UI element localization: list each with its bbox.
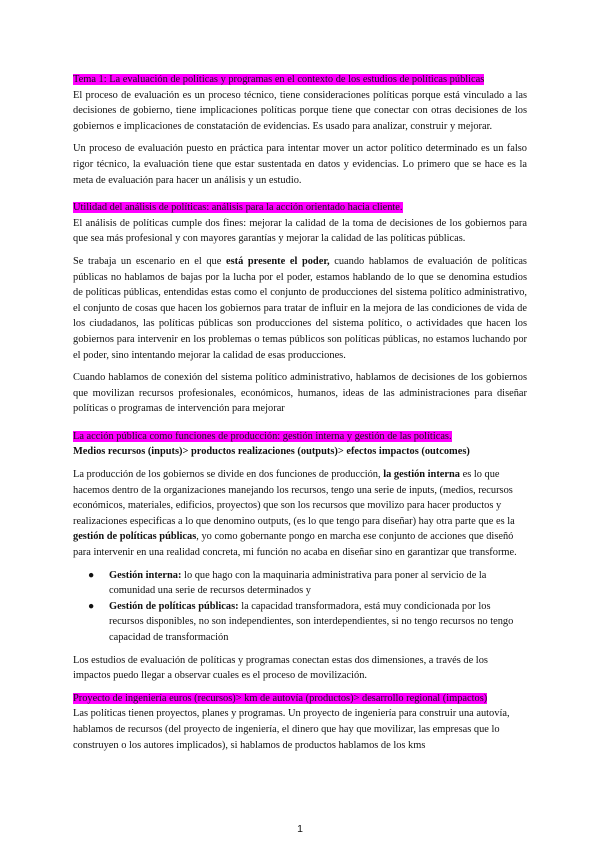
section-1-paragraph-1: El proceso de evaluación es un proceso técnico, tiene consideraciones políticas porque está vinculado a las decisiones de gobierno, tiene implicaciones políticas porque tiene que conectar con otras decisiones de los gobiernos e implicaciones de constatación de evidencias. Es usado para analizar, construir y mejorar. [73,89,527,132]
list-item: ● Gestión interna: lo que hago con la maquinaria administrativa para poner al servicio de la comunidad una serie de recursos determinados y [88,569,487,597]
section-3-heading: La acción pública como funciones de producción: gestión interna y gestión de las políticas. [73,430,452,442]
bullet-icon: ● [88,600,95,612]
page-number: 1 [297,823,303,835]
section-1-heading: Tema 1: La evaluación de políticas y programas en el contexto de los estudios de políticas públicas [73,74,485,85]
document-page [73,72,527,753]
section-4-paragraph-1: Las políticas tienen proyectos, planes y programas. Un proyecto de ingeniería para construir una autovía, hablamos de recursos (del proyecto de ingeniería, el dinero que hay que movilizar, las empresas que lo construyen o los autores implicados), si hablamos de productos hablamos de los kms [73,708,510,751]
list-item: ● Gestión de políticas públicas: la capacidad transformadora, está muy condicionada por los recursos disponibles, no son independientes, son interdependientes, si no tengo recursos no tengo capacidad de transformación [88,600,514,643]
section-4-heading: Proyecto de ingeniería euros (recursos)> km de autovía (productos)> desarrollo regional (impactos) [73,692,488,704]
section-3-subheading: Medios recursos (inputs)> productos realizaciones (outputs)> efectos impactos (outcomes) [73,446,470,458]
section-2-paragraph-1: El análisis de políticas cumple dos fines: mejorar la calidad de la toma de decisiones de los gobiernos para que sea más profesional y con mayores garantías y mejorar la calidad de las políticas públicas. [73,217,527,245]
section-2-paragraph-2: Se trabaja un escenario en el que está presente el poder, cuando hablamos de evaluación de políticas públicas no hablamos de bajas por la lucha por el poder, estamos hablando de lo que se denomina estudios de políticas públicas, entendidas estas como el conjunto de producciones del sistema político administrativo, el conjunto de cosas que hacen los gobiernos para tratar de influir en la mejora de las condiciones de vida de los ciudadanos, las políticas públicas son producciones del sistema político, o actividades que hacen los gobiernos para intervenir en los problemas o temas públicos son políticas públicas, no estamos luchando por el poder, sino intentando mejorar la calidad de esas producciones. [73,255,527,361]
section-3-paragraph-2: Los estudios de evaluación de políticas y programas conectan estas dos dimensiones, a través de los impactos puedo llegar a observar cuales es el proceso de movilización. [73,654,488,682]
section-2-paragraph-3: Cuando hablamos de conexión del sistema político administrativo, hablamos de decisiones de los gobiernos que movilizan recursos profesionales, económicos, humanos, ideas de las administraciones para diseñar políticas o programas de intervención para mejorar [73,372,527,415]
section-3-bullet-list [73,568,527,646]
bullet-icon: ● [88,569,95,581]
section-3-paragraph-1: La producción de los gobiernos se divide en dos funciones de producción, la gestión interna es lo que hacemos dentro de la organizaciones manejando los recursos, tengo una serie de inputs, (medios, recursos económicos, materiales, edificios, proyectos) que son los recursos que movilizo para hacer productos y realizaciones especificas a lo que denomino outputs, (es lo que tengo para diseñar) hay otra parte que es la gestión de políticas públicas, yo como gobernante pongo en marcha ese conjunto de acciones que diseñó para intervenir en una realidad concreta, mi función no acaba en diseñar sino en garantizar que transforme. [73,469,517,559]
section-2-heading: Utilidad del análisis de políticas: análisis para la acción orientado hacia cliente. [73,202,403,214]
section-1-paragraph-2: Un proceso de evaluación puesto en práctica para intentar mover un actor político determinado es un falso rigor técnico, la evaluación tiene que estar sustentada en datos y evidencias. Lo primero que se hace es la meta de evaluación para hacer un análisis y un estudio. [73,143,527,186]
